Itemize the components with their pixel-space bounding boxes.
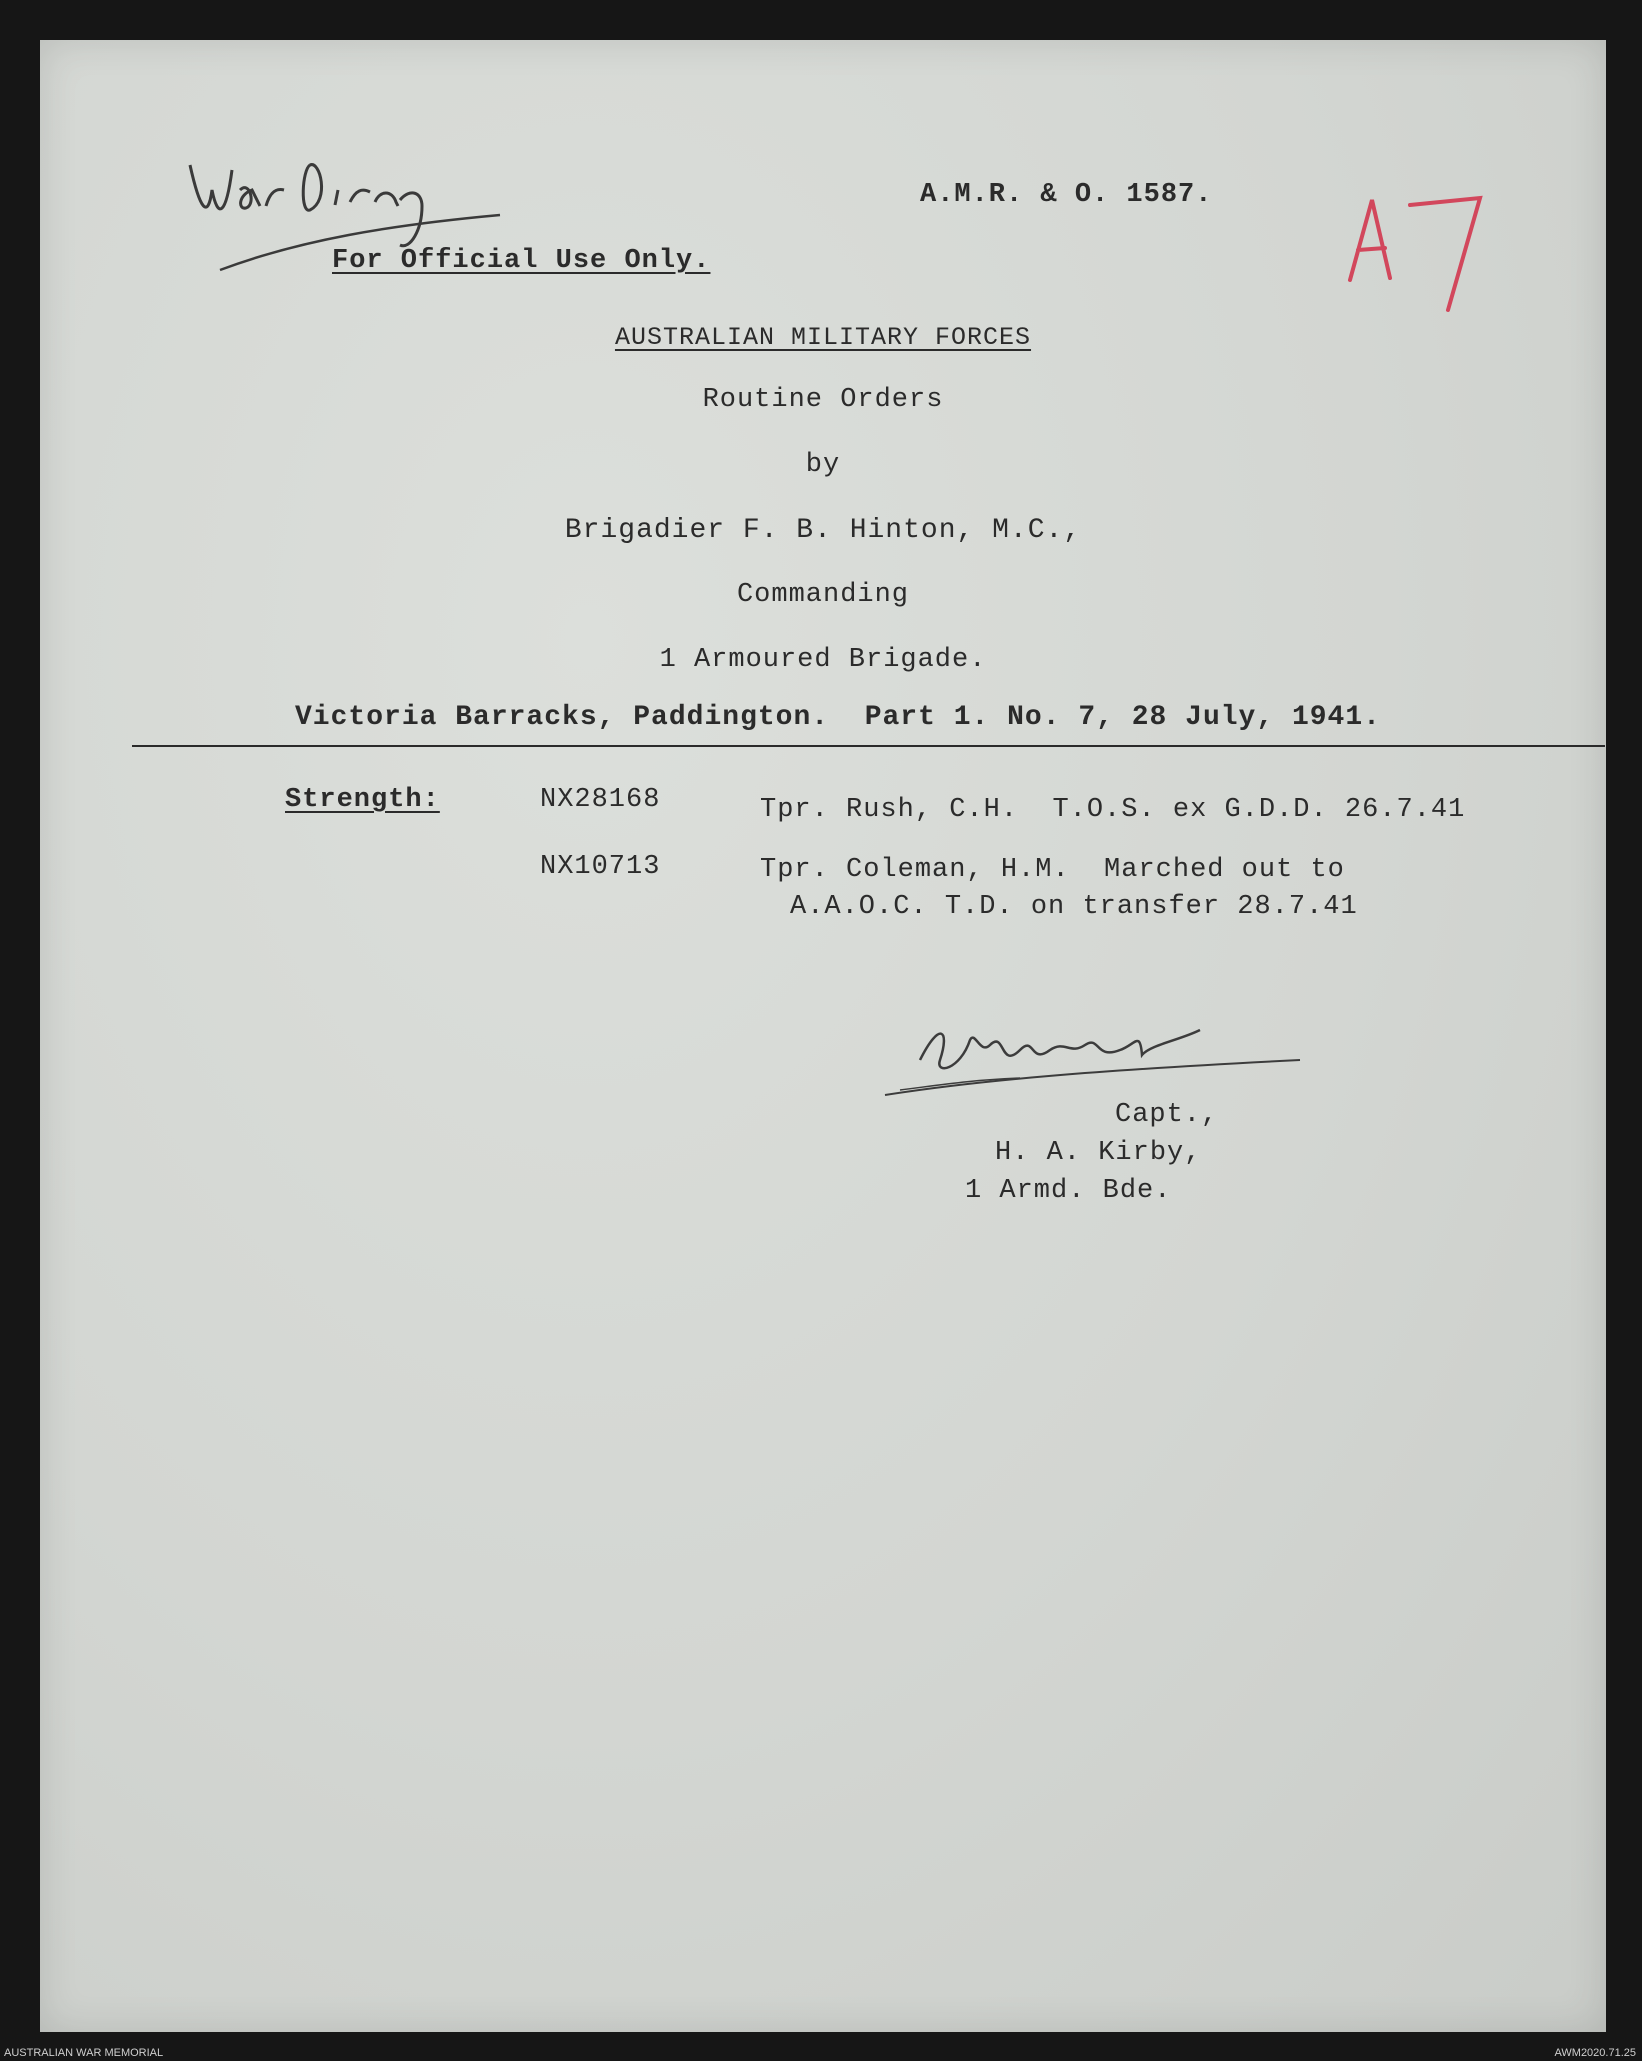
entry-2-text: Tpr. Coleman, H.M. Marched out to xyxy=(760,855,1345,885)
location-date-line: Victoria Barracks, Paddington. Part 1. No. 7, 28 July, 1941. xyxy=(295,702,1381,733)
signature-name: H. A. Kirby, xyxy=(995,1138,1202,1168)
signature xyxy=(880,1000,1340,1120)
subheading-line-4: Commanding xyxy=(736,580,910,610)
entry-2-number: NX10713 xyxy=(540,852,661,882)
subheading-line-5: 1 Armoured Brigade. xyxy=(659,645,987,675)
entry-2-continuation: A.A.O.C. T.D. on transfer 28.7.41 xyxy=(790,892,1358,922)
entry-1-text: Tpr. Rush, C.H. T.O.S. ex G.D.D. 26.7.41 xyxy=(760,795,1466,825)
signature-unit: 1 Armd. Bde. xyxy=(965,1176,1172,1206)
reference-number: A.M.R. & O. 1587. xyxy=(920,180,1213,210)
signature-rank: Capt., xyxy=(1115,1100,1219,1130)
document-page xyxy=(40,40,1606,2032)
document-heading: AUSTRALIAN MILITARY FORCES xyxy=(614,323,1032,352)
footer-left: AUSTRALIAN WAR MEMORIAL xyxy=(4,2047,164,2059)
subheading-line-1: Routine Orders xyxy=(702,385,944,415)
subheading-line-3: Brigadier F. B. Hinton, M.C., xyxy=(564,515,1082,546)
war-diary-text: War Diary xyxy=(160,110,166,111)
location-underline xyxy=(132,745,1605,747)
footer-right: AWM2020.71.25 xyxy=(1554,2047,1636,2059)
entry-1-number: NX28168 xyxy=(540,785,661,815)
page-mark-a7 xyxy=(1330,160,1510,320)
subheading-line-2: by xyxy=(805,450,841,480)
classification-line: For Official Use Only. xyxy=(332,246,711,276)
strength-label: Strength: xyxy=(285,785,440,815)
